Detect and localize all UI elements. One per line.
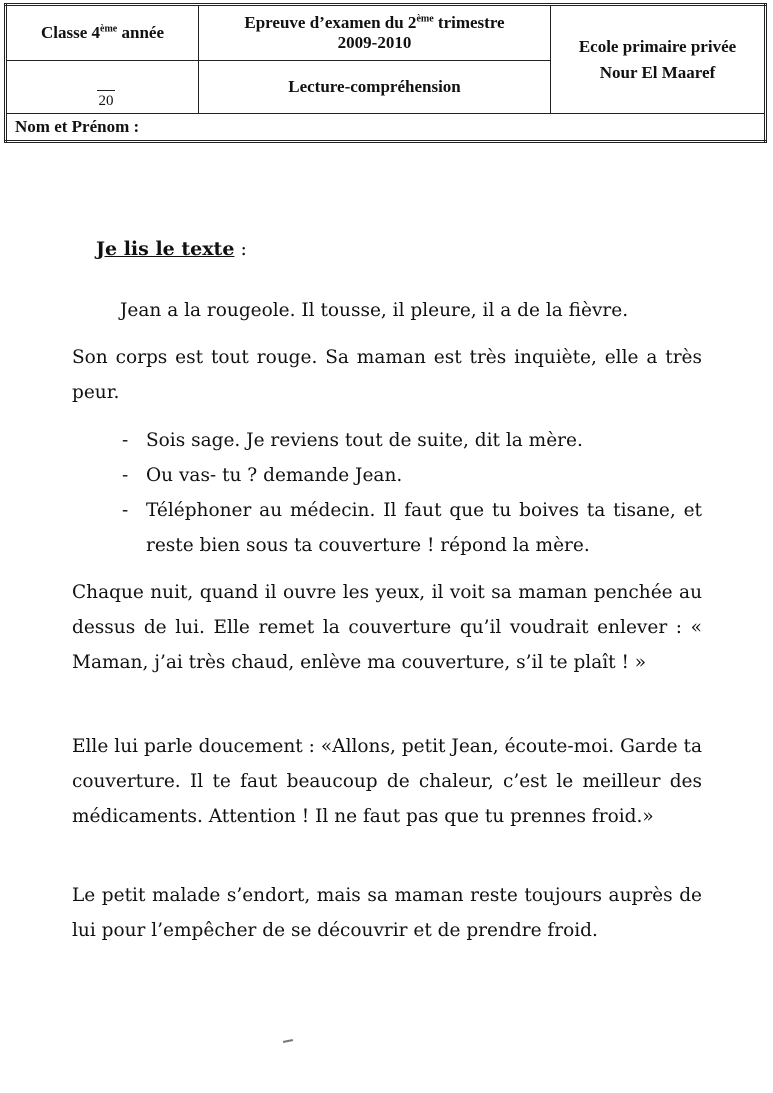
dialog-line-2: - Ou vas- tu ? demande Jean.	[120, 458, 702, 493]
score-cell	[6, 61, 199, 114]
subject-cell	[199, 61, 551, 114]
text-paragraph-5: Le petit malade s’endort, mais sa maman reste toujours auprès de lui pour l’empêcher de se découvrir et de prendre froid.	[72, 885, 702, 941]
exam-year: 2009-2010	[337, 33, 412, 52]
exam-title-cell	[199, 5, 551, 61]
reading-title-text: Je lis le texte	[96, 238, 235, 260]
dialog-line-3: - Téléphoner au médecin. Il faut que tu boives ta tisane, et reste bien sous ta couverture ! répond la mère.	[120, 493, 702, 563]
name-field-cell[interactable]	[6, 114, 766, 142]
school-name-line1: Ecole primaire privée	[578, 36, 737, 56]
exam-header-table	[4, 3, 767, 143]
class-cell	[6, 5, 199, 61]
text-paragraph-3: Chaque nuit, quand il ouvre les yeux, il voit sa maman penchée au dessus de lui. Elle remet la couverture qu’il voudrait enlever : « Maman, j’ai très chaud, enlève ma couverture, s’il te plaît ! »	[72, 582, 702, 673]
text-paragraph-2: Son corps est tout rouge. Sa maman est très inquiète, elle a très peur.	[72, 347, 702, 403]
class-suffix: année	[117, 23, 164, 42]
exam-title-suffix: trimestre	[433, 13, 505, 32]
dialog-line-1: - Sois sage. Je reviens tout de suite, dit la mère.	[120, 423, 702, 458]
text-paragraph-1: Jean a la rougeole. Il tousse, il pleure, il a de la fièvre.	[120, 300, 629, 321]
reading-title-colon: :	[234, 238, 247, 260]
score-max: 20	[97, 90, 115, 109]
exam-superscript: ème	[416, 13, 434, 25]
dialog-list	[120, 423, 702, 563]
reading-section-title	[96, 238, 247, 260]
school-cell	[551, 5, 766, 114]
subject-label: Lecture-compréhension	[288, 77, 461, 96]
name-label: Nom et Prénom :	[15, 117, 140, 136]
text-paragraph-4: Elle lui parle doucement : «Allons, petit Jean, écoute-moi. Garde ta couverture. Il te faut beaucoup de chaleur, c’est le meilleur des médicaments. Attention ! Il ne faut pas que tu prennes froid.»	[72, 736, 702, 827]
scan-mark	[283, 1039, 293, 1043]
class-label: Classe 4	[41, 23, 101, 42]
class-superscript: ème	[100, 23, 118, 35]
exam-title: Epreuve d’examen du 2	[244, 13, 417, 32]
school-name-line2: Nour El Maaref	[599, 62, 716, 82]
